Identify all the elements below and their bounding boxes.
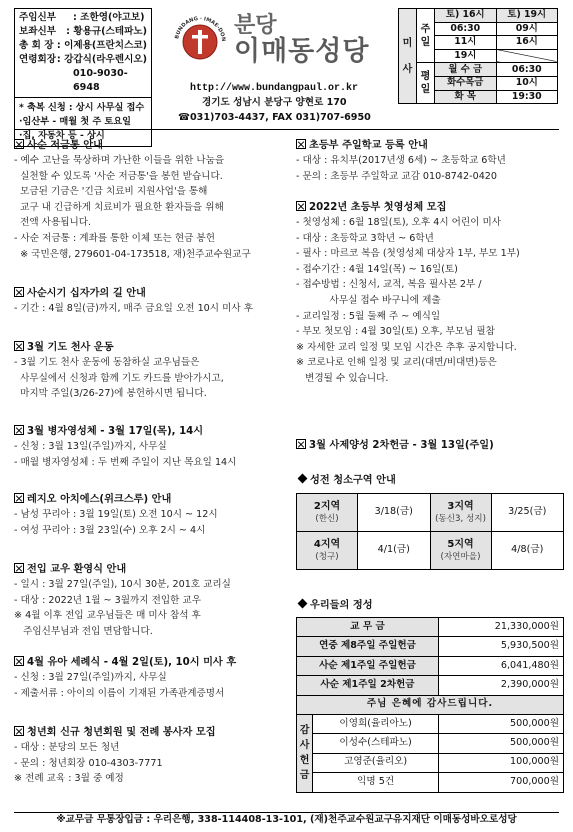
section-title-text: 사순시기 십자가의 길 안내 [27,288,146,299]
notice-section [14,725,284,787]
notice-section [14,138,284,262]
section-line: ※ 코로나로 인해 일정 및 교리(대면/비대면)등은 [296,357,497,369]
section-line: - 일시 : 3월 27일(주일), 10시 30분, 201호 교리실 [14,579,231,590]
phone-icon: ☎ [178,112,190,123]
zone-cell [297,532,358,570]
cleaning-title: 성전 청소구역 안내 [310,475,396,486]
mass-time: 06:30 [435,22,497,36]
section-title-text: 2022년 초등부 첫영성체 모집 [309,202,447,213]
section-line: - 신청 : 3월 13일(주일)까지, 사무실 [14,441,167,452]
staff-role: 연령회장 [19,54,57,65]
section-title-text: 초등부 주일학교 등록 안내 [309,140,428,151]
section-line: 사무실에서 신청과 함께 기도 카드를 받아가시고, [14,372,224,384]
weekday-day: 월 수 금 [435,63,497,77]
section-line: - 대상 : 유치부(2017년생 6세) ~ 초등학교 6학년 [296,155,506,166]
section-line: - 교리일정 : 5월 둘째 주 ~ 예식일 [296,310,441,322]
donor-amount: 500,000원 [439,714,564,733]
checkbox-icon [14,563,24,573]
section-title [14,340,284,355]
zone-name: 2지역 [313,500,341,512]
donor-amount: 100,000원 [439,753,564,772]
checkbox-icon [14,656,24,666]
staff-role: 보좌신부 [19,26,57,37]
mass-time: 11시 [435,36,497,50]
zone-cell [430,494,491,532]
staff-row [19,53,147,67]
section-line: - 사순 저금통 : 계좌를 통한 이체 또는 현금 봉헌 [14,232,215,244]
section-title-text: 4월 유아 세례식 - 4월 2일(토), 10시 미사 후 [27,657,237,668]
checkbox-icon [14,341,24,351]
notice-line: ·집, 자동차 등 - 상시 [19,130,105,141]
weekday-time: 19:30 [496,90,558,104]
donor-amount: 700,000원 [439,773,564,792]
checkbox-icon [296,139,306,149]
thanks-row: 주님 은혜에 감사드립니다. [297,695,564,714]
checkbox-icon [14,287,24,297]
footer-divider [14,812,559,813]
mass-time: 16시 [496,36,558,50]
checkbox-icon [14,726,24,736]
section-title-text: 3월 기도 천사 운동 [27,342,114,353]
section-line: - 부모 첫모임 : 4월 30일(토) 오후, 부모님 필참 [296,326,495,338]
notice-section [14,340,284,402]
section-title [296,438,564,453]
section-line: - 접수방법 : 신청서, 교적, 복음 필사본 2부 / [296,279,482,291]
section-line: 실천할 수 있도록 '사순 저금통'을 봉헌 받습니다. [14,170,223,182]
section-line: - 남성 꾸리아 : 3월 19일(토) 오전 10시 ~ 12시 [14,509,218,520]
section-line: 변경될 수 있습니다. [296,372,389,384]
weekday-day: 화 목 [435,90,497,104]
zone-area: (한신) [315,513,339,524]
section-line: - 접수기간 : 4월 14일(목) ~ 16일(토) [296,263,458,275]
section-title [14,725,284,740]
zone-cell [430,532,491,570]
section-title-text: 3월 병자영성체 - 3월 17일(목), 14시 [27,426,204,437]
zone-area: (청구) [315,551,339,562]
weekday-label: 평 일 [417,63,435,104]
notice-section [14,655,284,701]
checkbox-icon [296,439,306,449]
notice-section [14,286,284,317]
notice-line: * 축복 신청 : 상시 사무실 접수 [19,102,145,113]
section-title-text: 사순 저금통 안내 [27,140,103,151]
section-line: - 제출서류 : 아이의 이름이 기재된 가족관계증명서 [14,687,225,699]
section-line: - 3월 기도 천사 운동에 동참하실 교우님들은 [14,357,200,368]
notice-section [296,438,564,453]
offering-label: 연중 제8주일 주일헌금 [297,637,439,656]
offering-amount: 6,041,480원 [439,656,564,675]
mass-schedule-table [398,8,558,104]
section-title-text: 청년회 신규 청년회원 및 전례 봉사자 모집 [27,727,216,738]
section-line: - 문의 : 초등부 주일학교 교감 010-8742-0420 [296,170,498,182]
staff-name: : 황용규(스테파노) [66,26,147,37]
section-title [296,138,564,153]
offering-label: 교 무 금 [297,618,439,637]
header-divider [14,129,559,130]
offering-label: 사순 제1주일 2차헌금 [297,676,439,695]
checkbox-icon [14,139,24,149]
staff-row [19,11,147,25]
section-line: 전액 사용됩니다. [14,217,92,229]
section-line: - 예수 고난을 묵상하며 가난한 이들을 위한 나눔을 [14,155,225,166]
section-title-text: 3월 사제양성 2차헌금 - 3월 13일(주일) [309,440,494,451]
section-line: - 대상 : 초등학교 3학년 ~ 6학년 [296,232,434,244]
section-title-text: 전입 교우 환영식 안내 [27,564,127,575]
footer-bank-info: ※교무금 무통장입금 : 우리은행, 338-114408-13-101, (재)천주교수원교구유지재단 이매동성바오로성당 [56,814,517,825]
offering-title: 우리들의 정성 [310,600,373,611]
section-line: - 필사 : 마르코 복음 (첫영성체 대상자 1부, 부모 1부) [296,248,520,260]
diamond-icon [298,599,308,609]
zone-date: 4/1(금) [358,532,431,570]
notice-line: ·임산부 - 매월 첫 주 토요일 [19,116,132,127]
cleaning-table [296,493,564,570]
church-phone [178,112,371,125]
sunday-label: 주 일 [417,9,435,63]
staff-row [19,25,147,39]
staff-box [14,8,152,98]
thanks-offering-label: 감 사 헌 금 [297,714,313,792]
church-address: 경기도 성남시 분당구 양현로 170 [202,97,347,108]
phone-text: 031)703-4437, FAX 031)707-6950 [190,112,371,123]
checkbox-icon [14,425,24,435]
staff-panel [14,8,152,147]
section-title [14,655,284,670]
zone-area: (자연마을) [440,551,481,562]
section-line: - 문의 : 청년회장 010-4303-7771 [14,757,163,769]
zone-name: 4지역 [313,538,341,550]
zone-name: 5지역 [447,538,474,550]
section-title [14,492,284,507]
offering-amount: 2,390,000원 [439,676,564,695]
empty-cell [496,49,558,63]
donor-name: 이영희(율리아노) [313,714,439,733]
section-title [14,562,284,577]
notice-section [296,138,564,184]
section-line: ※ 자세한 교리 일정 및 모임 시간은 추후 공지합니다. [296,341,517,353]
offering-amount: 5,930,500원 [439,637,564,656]
weekday-day: 화수목금 [435,76,497,90]
donor-name: 익명 5건 [313,773,439,792]
mass-label: 미 사 [399,9,417,104]
zone-area: (동신3, 성지) [435,513,486,524]
notice-section [14,562,284,639]
logo-ring-text: BUNDANG · IMAE-DON [174,15,227,42]
staff-role: 총 회 장 [19,40,54,51]
offering-table [296,617,564,793]
section-title [14,286,284,301]
church-header [160,8,398,126]
section-line: 주임신부님과 전입 면담합니다. [14,625,153,637]
section-line: 마지막 주일(3/26-27)에 봉헌하시면 됩니다. [14,388,207,400]
section-line: - 신청 : 3월 27일(주일)까지, 사무실 [14,672,167,683]
church-logo-icon [170,10,230,70]
church-name-small: 분당 [234,13,277,38]
donor-name: 고영준(율리오) [313,753,439,772]
notice-section [296,200,564,387]
section-title-text: 레지오 아치에스(위크스루) 안내 [27,494,172,505]
donor-amount: 500,000원 [439,734,564,753]
staff-row [19,39,147,53]
staff-role: 주임신부 [19,12,57,23]
zone-name: 3지역 [447,500,474,512]
section-line: - 여성 꾸리아 : 3월 23일(수) 오후 2시 ~ 4시 [14,524,206,536]
section-title [296,200,564,215]
zone-date: 3/18(금) [358,494,431,532]
staff-phone: 010-9030-6948 [73,68,128,93]
sat-16-header: 토) 16시 [435,9,497,23]
staff-name: : 조한영(야고보) [73,12,145,23]
mass-time: 09시 [496,22,558,36]
diamond-icon [298,474,308,484]
cleaning-section [296,473,564,570]
section-line: 모금된 기금은 '긴급 치료비 지원사업'을 통해 [14,186,208,198]
offering-amount: 21,330,000원 [439,618,564,637]
section-title [14,138,284,153]
section-line: - 대상 : 2022년 1월 ~ 3월까지 전입한 교우 [14,594,201,606]
checkbox-icon [296,201,306,211]
zone-cell [297,494,358,532]
website-link[interactable]: http://www.bundangpaul.or.kr [190,83,359,94]
section-line: - 기간 : 4월 8일(금)까지, 매주 금요일 오전 10시 미사 후 [14,303,253,314]
staff-name: : 이제용(프란치스코) [56,40,147,51]
section-line: ※ 국민은행, 279601-04-173518, 재)천주교수원교구 [14,248,251,260]
section-line: - 대상 : 분당의 모든 청년 [14,742,120,753]
donor-name: 이성수(스테파노) [313,734,439,753]
section-title [14,424,284,439]
mass-time: 19시 [435,49,497,63]
section-line: 사무실 접수 바구니에 제출 [296,294,441,306]
offering-section [296,598,564,793]
weekday-time: 10시 [496,76,558,90]
section-line: - 매월 병자영성체 : 두 번째 주일이 지난 목요일 14시 [14,456,237,468]
checkbox-icon [14,493,24,503]
section-line: 교구 내 긴급하게 치료비가 필요한 환자들을 위해 [14,201,224,213]
weekday-time: 06:30 [496,63,558,77]
section-line: ※ 4월 이후 전입 교우님들은 매 미사 참석 후 [14,610,201,622]
sat-19-header: 토) 19시 [496,9,558,23]
staff-name: : 강갑식(라우렌시오) [56,54,147,65]
church-name: 이매동성당 [234,36,370,67]
zone-date: 4/8(금) [491,532,564,570]
section-line: - 첫영성체 : 6월 18일(토), 오후 4시 어린이 미사 [296,217,502,228]
offering-label: 사순 제1주일 주일헌금 [297,656,439,675]
notice-section [14,492,284,538]
section-line: ※ 전례 교육 : 3월 중 예정 [14,773,124,785]
zone-date: 3/25(금) [491,494,564,532]
notice-section [14,424,284,470]
